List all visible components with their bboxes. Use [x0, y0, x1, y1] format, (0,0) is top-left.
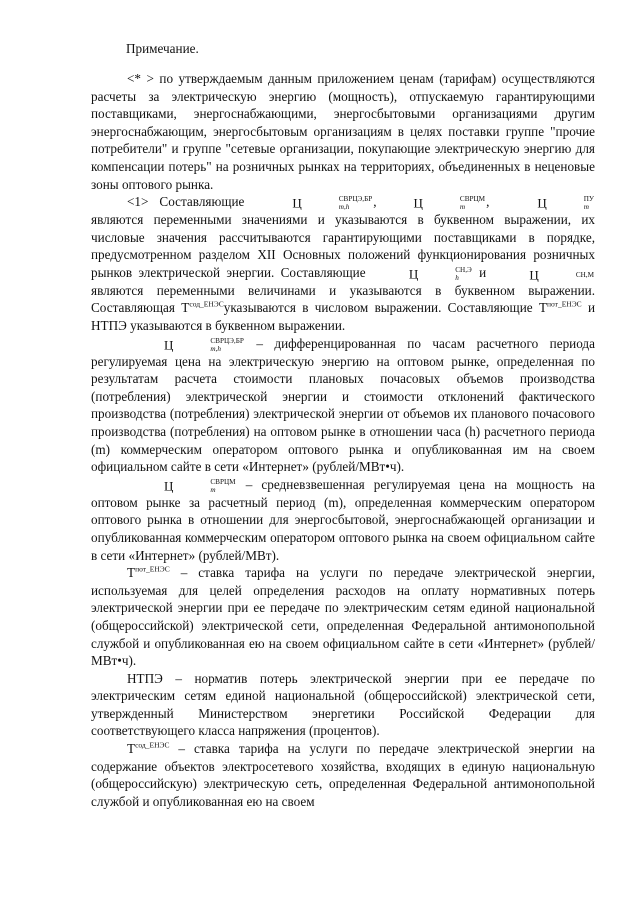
text-run: и [479, 264, 487, 280]
paragraph-def-svrce-br [91, 335, 595, 476]
symbol-t-pot-enes: $Т^{пот\_ЕНЭС}$ [538, 300, 582, 316]
text-run: и НТПЭ указываются в буквенном выражении. [91, 300, 596, 334]
text-run: <1> Составляющие [127, 194, 245, 210]
symbol-c-svrce-br: Ц СВРЦЭ,БР m,h [292, 195, 373, 212]
symbol-t-sod-enes: $Т^{сод\_ЕНЭС}$ [127, 740, 170, 757]
text-run: – дифференцированная по часам расчетного периода регулируемая цена на электрическую энергию на оптовом рынке, определенная по результатам расчета стоимости плановых почасовых объемов производства (потребления) электрической энергии и стоимости отклонений фактического производства (потребления) электрической энергии от объемов их планового почасового производства (потребления) на оптовом рынке в отношении часа (h) расчетного периода (m) коммерческим оператором оптового рынка и опубликованная им на своем официальном сайте в сети «Интернет» (рублей/МВт•ч). [91, 335, 595, 475]
paragraph-def-svrcm [91, 476, 595, 564]
text-run: являются переменными значениями и указываются в буквенном выражении, их числовые значения рассчитываются гарантирующими поставщиками в порядке, предусмотренном разделом XII Основных положений функционирования розничных рынков электрической энергии. Составляющие [91, 212, 595, 280]
paragraph-def-ntpe: НТПЭ – норматив потерь электрической энергии при ее передаче по электрическим сетям единой национальной (общероссийской) электрической сети, утвержденный Министерством энергетики Российской Федерации для соответствующего класса напряжения (процентов). [91, 670, 595, 739]
paragraph-def-t-sod [91, 740, 595, 810]
symbol-t-sod-enes: $Т^{сод\_ЕНЭС}$ [181, 300, 224, 316]
paragraph-note-1 [91, 193, 595, 335]
symbol-c-pu: Ц ПУ m [537, 195, 595, 212]
symbol-t-pot-enes: $Т^{пот\_ЕНЭС}$ [127, 564, 170, 581]
body-text [91, 70, 595, 810]
symbol-c-svrcm: Ц СВРЦМ m [413, 195, 486, 212]
symbol-c-sn-m: Ц СН,М [529, 267, 594, 283]
paragraph-def-t-pot [91, 564, 595, 670]
symbol-c-svrce-br: Ц СВРЦЭ,БР m,h [164, 336, 244, 353]
symbol-c-svrcm: Ц СВРЦМ m [164, 477, 236, 494]
text-run: – ставка тарифа на услуги по передаче электрической энергии на содержание объектов электросетевого хозяйства, входящих в единую национальную (общероссийскую) электрическую сеть, определенная Федеральной антимонопольной службой и опубликованная ею на своем [91, 741, 595, 809]
paragraph-asterisk-note: <* > по утверждаемым данным приложением ценам (тарифам) осуществляются расчеты за электрическую энергию (мощность), отпускаемую гарантирующими поставщиками, энергоснабжающими, энергосбытовыми организациями другим энергоснабжающим, энергосбытовым организациям в целях поставки группе "прочие потребители" и группе "сетевые организации, покупающие электрическую энергию для компенсации потерь" на розничных рынках на территориях, объединенных в неценовые зоны оптового рынка. [91, 71, 595, 192]
symbol-comma: , [486, 194, 490, 210]
text-run: указываются в числовом выражении. Составляющие [223, 300, 533, 316]
text-run: – средневзвешенная регулируемая цена на мощность на оптовом рынке за расчетный период (m), определенная коммерческим оператором оптового рынка в отношении для энергосбытовой, энергоснабжающей организации и опубликованная коммерческим оператором оптового рынка на своем официальном сайте в сети «Интернет» (рублей/МВт). [91, 476, 596, 563]
text-run: являются переменными величинами и указываются в буквенном выражении. Составляющая [91, 282, 595, 316]
symbol-comma: , [373, 194, 377, 210]
text-run: – ставка тарифа на услуги по передаче электрической энергии, используемая для целей определения расходов на оплату нормативных потерь электрической энергии при ее передаче по электрическим сетям единой национальной (общероссийской) электрической сети, определенная Федеральной антимонопольной службой и опубликованная ею на своем официальном сайте в сети «Интернет» (рублей/МВт•ч). [91, 565, 596, 669]
symbol-c-sn-e: Ц СН,Э h [408, 265, 472, 282]
note-heading: Примечание. [126, 41, 199, 56]
